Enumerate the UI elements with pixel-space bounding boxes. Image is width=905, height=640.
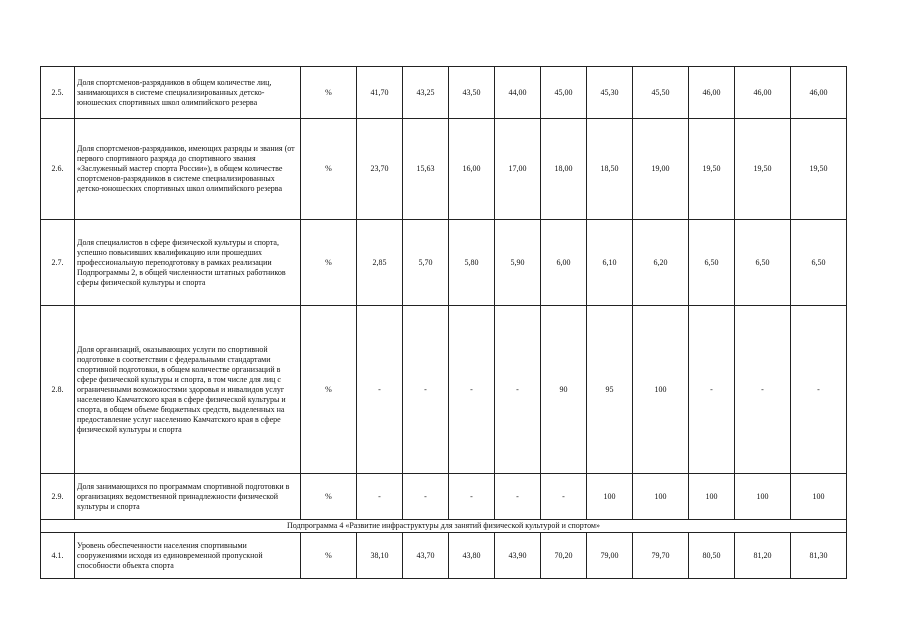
indicator-name: Доля специалистов в сфере физической культуры и спорта, успешно повысивших квалификацию или прошедших профессиональную переподготовку в рамках реализации Подпрограммы 2, в общей численности штатных работников сферы физической культуры и спорта [75,220,301,306]
indicator-name: Уровень обеспеченности населения спортивными сооружениями исходя из единовременной пропускной способности объекта спорта [75,533,301,579]
value-cell: 45,50 [633,67,689,119]
value-cell: 45,30 [587,67,633,119]
value-cell: - [357,306,403,474]
value-cell: 41,70 [357,67,403,119]
value-cell: - [449,474,495,520]
value-cell: 6,50 [689,220,735,306]
value-cell: 100 [633,474,689,520]
value-cell: 6,20 [633,220,689,306]
value-cell: 6,00 [541,220,587,306]
indicator-name: Доля организаций, оказывающих услуги по спортивной подготовке в соответствии с федеральными стандартами спортивной подготовки, в общем количестве организаций в сфере физической культуры и спорта, в том числе для лиц с ограниченными возможностями здоровья и инвалидов услуг населению Камчатского края в сфере физической культуры и спорта, в общем объеме бюджетных средств, выделенных на предоставление услуг населению Камчатского края в сфере физической культуры и спорта [75,306,301,474]
value-cell: 43,90 [495,533,541,579]
value-cell: 100 [791,474,847,520]
section-title: Подпрограмма 4 «Развитие инфраструктуры для занятий физической культурой и спортом» [41,520,847,533]
value-cell: - [357,474,403,520]
value-cell: 100 [587,474,633,520]
unit-cell: % [301,119,357,220]
unit-cell: % [301,67,357,119]
value-cell: 19,50 [689,119,735,220]
value-cell: 19,50 [791,119,847,220]
value-cell: 23,70 [357,119,403,220]
value-cell: 6,10 [587,220,633,306]
row-number: 2.7. [41,220,75,306]
row-number: 4.1. [41,533,75,579]
value-cell: 17,00 [495,119,541,220]
indicator-name: Доля спортсменов-разрядников в общем количестве лиц, занимающихся в системе специализированных детско-юношеских спортивных школ олимпийского резерва [75,67,301,119]
value-cell: 15,63 [403,119,449,220]
value-cell: 45,00 [541,67,587,119]
value-cell: - [791,306,847,474]
value-cell: 43,25 [403,67,449,119]
value-cell: 43,80 [449,533,495,579]
value-cell: - [403,474,449,520]
unit-cell: % [301,533,357,579]
value-cell: 90 [541,306,587,474]
value-cell: 43,70 [403,533,449,579]
value-cell: 79,00 [587,533,633,579]
table-row [41,306,847,474]
value-cell: - [735,306,791,474]
row-number: 2.8. [41,306,75,474]
value-cell: 46,00 [791,67,847,119]
table-row [41,220,847,306]
value-cell: - [495,474,541,520]
value-cell: 46,00 [735,67,791,119]
value-cell: 81,20 [735,533,791,579]
value-cell: 6,50 [735,220,791,306]
value-cell: 43,50 [449,67,495,119]
value-cell: - [449,306,495,474]
table-row [41,119,847,220]
row-number: 2.6. [41,119,75,220]
unit-cell: % [301,306,357,474]
indicators-table [40,66,847,579]
value-cell: 100 [735,474,791,520]
row-number: 2.9. [41,474,75,520]
value-cell: 81,30 [791,533,847,579]
table-row [41,474,847,520]
row-number: 2.5. [41,67,75,119]
value-cell: 80,50 [689,533,735,579]
value-cell: - [403,306,449,474]
value-cell: 5,70 [403,220,449,306]
value-cell: 79,70 [633,533,689,579]
value-cell: 16,00 [449,119,495,220]
value-cell: 6,50 [791,220,847,306]
value-cell: 95 [587,306,633,474]
value-cell: 46,00 [689,67,735,119]
value-cell: 100 [689,474,735,520]
unit-cell: % [301,220,357,306]
value-cell: - [689,306,735,474]
value-cell: 38,10 [357,533,403,579]
table-row [41,67,847,119]
section-row [41,520,847,533]
value-cell: 5,80 [449,220,495,306]
value-cell: 18,00 [541,119,587,220]
unit-cell: % [301,474,357,520]
table-row [41,533,847,579]
value-cell: 44,00 [495,67,541,119]
value-cell: 19,50 [735,119,791,220]
value-cell: 19,00 [633,119,689,220]
value-cell: 18,50 [587,119,633,220]
value-cell: - [495,306,541,474]
value-cell: 5,90 [495,220,541,306]
value-cell: 2,85 [357,220,403,306]
value-cell: 100 [633,306,689,474]
indicator-name: Доля занимающихся по программам спортивной подготовки в организациях ведомственной принадлежности физической культуры и спорта [75,474,301,520]
value-cell: - [541,474,587,520]
value-cell: 70,20 [541,533,587,579]
indicator-name: Доля спортсменов-разрядников, имеющих разряды и звания (от первого спортивного разряда до спортивного звания «Заслуженный мастер спорта России»), в общем количестве спортсменов-разрядников в системе специализированных детско-юношеских спортивных школ олимпийского резерва [75,119,301,220]
